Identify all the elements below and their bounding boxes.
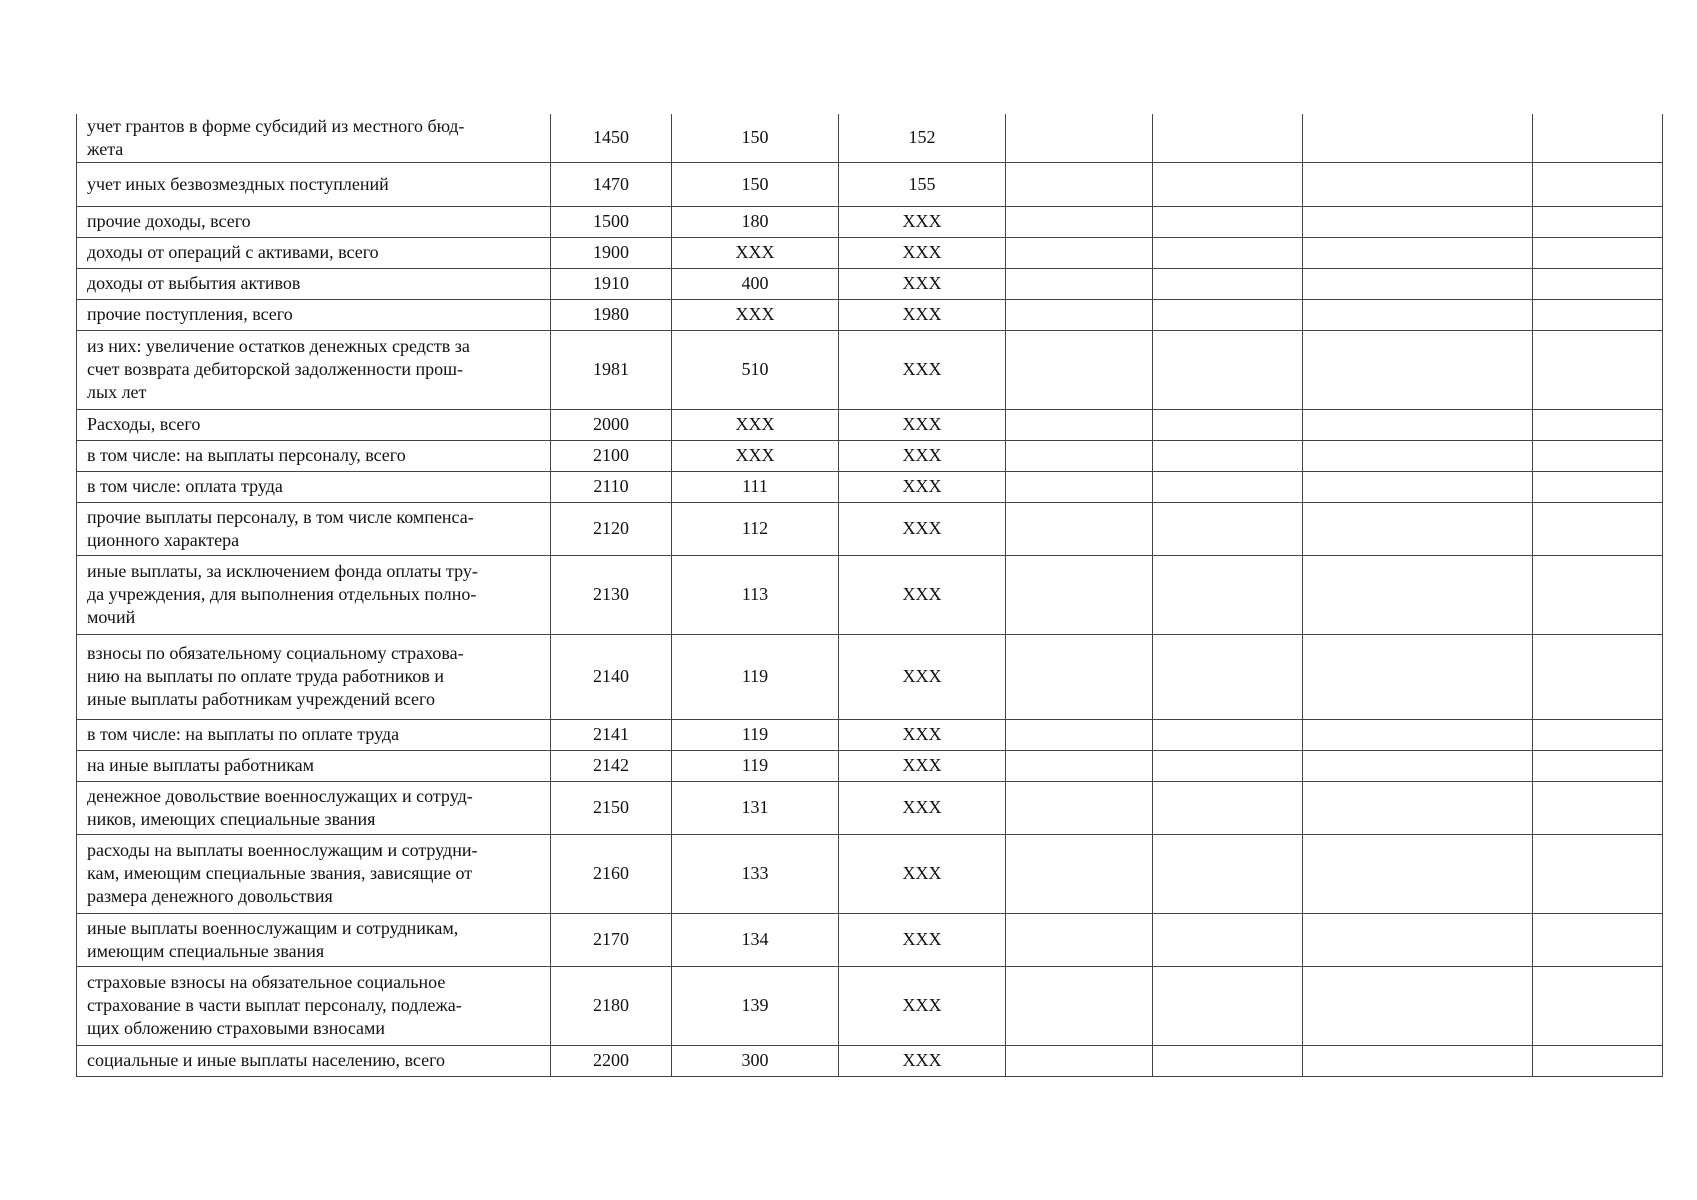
row-value-cell (1153, 634, 1303, 719)
row-kbk-cell: 300 (672, 1045, 839, 1076)
table-row (77, 913, 1663, 966)
row-value-cell (1303, 966, 1533, 1045)
row-name-cell: прочие выплаты персоналу, в том числе компенса- ционного характера (77, 502, 551, 555)
row-code-cell: 2160 (551, 834, 672, 913)
row-name-cell: из них: увеличение остатков денежных средств за счет возврата дебиторской задолженности прош- лых лет (77, 330, 551, 409)
row-code-cell: 2180 (551, 966, 672, 1045)
row-name-cell: учет иных безвозмездных поступлений (77, 162, 551, 206)
row-value-cell (1153, 966, 1303, 1045)
row-value-cell (1303, 834, 1533, 913)
row-kosgu-cell: XXX (839, 330, 1006, 409)
table-row (77, 555, 1663, 634)
row-kbk-cell: 400 (672, 268, 839, 299)
financial-plan-table (76, 114, 1663, 1077)
row-value-cell (1006, 299, 1153, 330)
row-code-cell: 1980 (551, 299, 672, 330)
table-row (77, 268, 1663, 299)
row-value-cell (1153, 913, 1303, 966)
table-row (77, 206, 1663, 237)
row-value-cell (1153, 471, 1303, 502)
row-kbk-cell: XXX (672, 237, 839, 268)
row-value-cell (1006, 1045, 1153, 1076)
row-kbk-cell: XXX (672, 409, 839, 440)
row-value-cell (1533, 299, 1663, 330)
table-row (77, 834, 1663, 913)
row-value-cell (1153, 206, 1303, 237)
row-value-cell (1533, 162, 1663, 206)
row-name-cell: взносы по обязательному социальному страхова- нию на выплаты по оплате труда работников и иные выплаты работникам учреждений всего (77, 634, 551, 719)
row-value-cell (1153, 834, 1303, 913)
row-kbk-cell: 119 (672, 719, 839, 750)
row-value-cell (1006, 162, 1153, 206)
row-value-cell (1006, 555, 1153, 634)
row-kosgu-cell: XXX (839, 750, 1006, 781)
table-row (77, 502, 1663, 555)
row-value-cell (1303, 471, 1533, 502)
row-value-cell (1006, 409, 1153, 440)
row-name-cell: социальные и иные выплаты населению, всего (77, 1045, 551, 1076)
row-value-cell (1303, 750, 1533, 781)
row-value-cell (1533, 555, 1663, 634)
row-value-cell (1303, 162, 1533, 206)
row-code-cell: 1500 (551, 206, 672, 237)
row-kosgu-cell: XXX (839, 268, 1006, 299)
row-value-cell (1533, 634, 1663, 719)
row-value-cell (1006, 634, 1153, 719)
table-row (77, 162, 1663, 206)
row-value-cell (1006, 750, 1153, 781)
row-value-cell (1533, 409, 1663, 440)
row-value-cell (1153, 409, 1303, 440)
row-kbk-cell: 150 (672, 162, 839, 206)
row-name-cell: в том числе: на выплаты персоналу, всего (77, 440, 551, 471)
row-kosgu-cell: XXX (839, 471, 1006, 502)
row-code-cell: 1900 (551, 237, 672, 268)
row-value-cell (1006, 834, 1153, 913)
row-kosgu-cell: 152 (839, 114, 1006, 162)
row-value-cell (1533, 237, 1663, 268)
row-value-cell (1303, 409, 1533, 440)
row-kosgu-cell: XXX (839, 634, 1006, 719)
row-name-cell: доходы от операций с активами, всего (77, 237, 551, 268)
row-kbk-cell: 113 (672, 555, 839, 634)
row-kbk-cell: 510 (672, 330, 839, 409)
table-row (77, 966, 1663, 1045)
row-kbk-cell: 111 (672, 471, 839, 502)
row-name-cell: иные выплаты военнослужащим и сотрудникам, имеющим специальные звания (77, 913, 551, 966)
row-value-cell (1533, 1045, 1663, 1076)
row-kosgu-cell: XXX (839, 299, 1006, 330)
row-value-cell (1006, 966, 1153, 1045)
row-code-cell: 2100 (551, 440, 672, 471)
table-row (77, 1045, 1663, 1076)
row-kbk-cell: 134 (672, 913, 839, 966)
row-kbk-cell: 150 (672, 114, 839, 162)
row-value-cell (1153, 719, 1303, 750)
row-value-cell (1533, 114, 1663, 162)
row-value-cell (1006, 330, 1153, 409)
row-value-cell (1303, 330, 1533, 409)
row-value-cell (1533, 834, 1663, 913)
row-value-cell (1006, 913, 1153, 966)
row-value-cell (1533, 471, 1663, 502)
row-value-cell (1533, 206, 1663, 237)
row-code-cell: 2150 (551, 781, 672, 834)
row-value-cell (1303, 237, 1533, 268)
row-value-cell (1303, 206, 1533, 237)
row-code-cell: 2120 (551, 502, 672, 555)
row-code-cell: 2142 (551, 750, 672, 781)
row-kbk-cell: 133 (672, 834, 839, 913)
row-kbk-cell: 131 (672, 781, 839, 834)
table-row (77, 237, 1663, 268)
table-row (77, 409, 1663, 440)
row-value-cell (1006, 440, 1153, 471)
row-value-cell (1153, 330, 1303, 409)
row-code-cell: 2130 (551, 555, 672, 634)
table-row (77, 330, 1663, 409)
table-row (77, 781, 1663, 834)
row-value-cell (1533, 719, 1663, 750)
row-kosgu-cell: XXX (839, 781, 1006, 834)
row-name-cell: Расходы, всего (77, 409, 551, 440)
row-value-cell (1006, 781, 1153, 834)
row-value-cell (1303, 555, 1533, 634)
row-kbk-cell: 112 (672, 502, 839, 555)
row-value-cell (1533, 502, 1663, 555)
table-row (77, 750, 1663, 781)
row-kosgu-cell: XXX (839, 206, 1006, 237)
row-value-cell (1303, 114, 1533, 162)
row-value-cell (1533, 330, 1663, 409)
row-kosgu-cell: XXX (839, 719, 1006, 750)
row-code-cell: 2141 (551, 719, 672, 750)
row-value-cell (1533, 268, 1663, 299)
row-value-cell (1153, 555, 1303, 634)
row-value-cell (1153, 114, 1303, 162)
row-value-cell (1533, 913, 1663, 966)
table-row (77, 634, 1663, 719)
row-value-cell (1006, 268, 1153, 299)
row-value-cell (1533, 781, 1663, 834)
row-value-cell (1533, 750, 1663, 781)
row-value-cell (1303, 634, 1533, 719)
row-value-cell (1303, 913, 1533, 966)
row-kosgu-cell: 155 (839, 162, 1006, 206)
row-kosgu-cell: XXX (839, 1045, 1006, 1076)
row-kosgu-cell: XXX (839, 834, 1006, 913)
row-value-cell (1153, 237, 1303, 268)
row-name-cell: иные выплаты, за исключением фонда оплаты тру- да учреждения, для выполнения отдельных полно- мочий (77, 555, 551, 634)
row-kosgu-cell: XXX (839, 409, 1006, 440)
row-value-cell (1303, 440, 1533, 471)
row-value-cell (1006, 237, 1153, 268)
row-code-cell: 2000 (551, 409, 672, 440)
row-value-cell (1006, 471, 1153, 502)
row-kosgu-cell: XXX (839, 237, 1006, 268)
row-value-cell (1006, 114, 1153, 162)
row-kbk-cell: 119 (672, 750, 839, 781)
row-kbk-cell: 139 (672, 966, 839, 1045)
row-value-cell (1303, 719, 1533, 750)
row-kbk-cell: 119 (672, 634, 839, 719)
row-value-cell (1153, 162, 1303, 206)
row-name-cell: на иные выплаты работникам (77, 750, 551, 781)
row-code-cell: 1470 (551, 162, 672, 206)
row-value-cell (1153, 750, 1303, 781)
row-value-cell (1533, 440, 1663, 471)
row-kosgu-cell: XXX (839, 913, 1006, 966)
row-kbk-cell: XXX (672, 440, 839, 471)
row-value-cell (1303, 1045, 1533, 1076)
table-row (77, 299, 1663, 330)
row-name-cell: в том числе: оплата труда (77, 471, 551, 502)
row-code-cell: 1450 (551, 114, 672, 162)
row-code-cell: 2140 (551, 634, 672, 719)
row-kosgu-cell: XXX (839, 966, 1006, 1045)
row-value-cell (1153, 299, 1303, 330)
row-name-cell: прочие доходы, всего (77, 206, 551, 237)
table-row (77, 440, 1663, 471)
row-kbk-cell: 180 (672, 206, 839, 237)
row-name-cell: учет грантов в форме субсидий из местного бюд- жета (77, 114, 551, 162)
row-value-cell (1153, 781, 1303, 834)
row-code-cell: 1910 (551, 268, 672, 299)
row-value-cell (1006, 502, 1153, 555)
table-body (77, 114, 1663, 1076)
row-name-cell: страховые взносы на обязательное социальное страхование в части выплат персоналу, подлежа- щих обложению страховыми взносами (77, 966, 551, 1045)
row-kosgu-cell: XXX (839, 555, 1006, 634)
table-row (77, 114, 1663, 162)
row-name-cell: прочие поступления, всего (77, 299, 551, 330)
row-name-cell: доходы от выбытия активов (77, 268, 551, 299)
row-value-cell (1006, 206, 1153, 237)
row-name-cell: денежное довольствие военнослужащих и сотруд- ников, имеющих специальные звания (77, 781, 551, 834)
row-code-cell: 2110 (551, 471, 672, 502)
row-kosgu-cell: XXX (839, 440, 1006, 471)
row-code-cell: 1981 (551, 330, 672, 409)
table-row (77, 719, 1663, 750)
row-value-cell (1153, 502, 1303, 555)
row-value-cell (1303, 781, 1533, 834)
row-value-cell (1533, 966, 1663, 1045)
row-kbk-cell: XXX (672, 299, 839, 330)
row-value-cell (1303, 299, 1533, 330)
table-row (77, 471, 1663, 502)
row-value-cell (1153, 1045, 1303, 1076)
row-value-cell (1303, 502, 1533, 555)
row-name-cell: в том числе: на выплаты по оплате труда (77, 719, 551, 750)
row-kosgu-cell: XXX (839, 502, 1006, 555)
row-value-cell (1153, 440, 1303, 471)
row-value-cell (1303, 268, 1533, 299)
row-value-cell (1153, 268, 1303, 299)
row-value-cell (1006, 719, 1153, 750)
row-code-cell: 2200 (551, 1045, 672, 1076)
row-name-cell: расходы на выплаты военнослужащим и сотрудни- кам, имеющим специальные звания, зависящие от размера денежного довольствия (77, 834, 551, 913)
row-code-cell: 2170 (551, 913, 672, 966)
